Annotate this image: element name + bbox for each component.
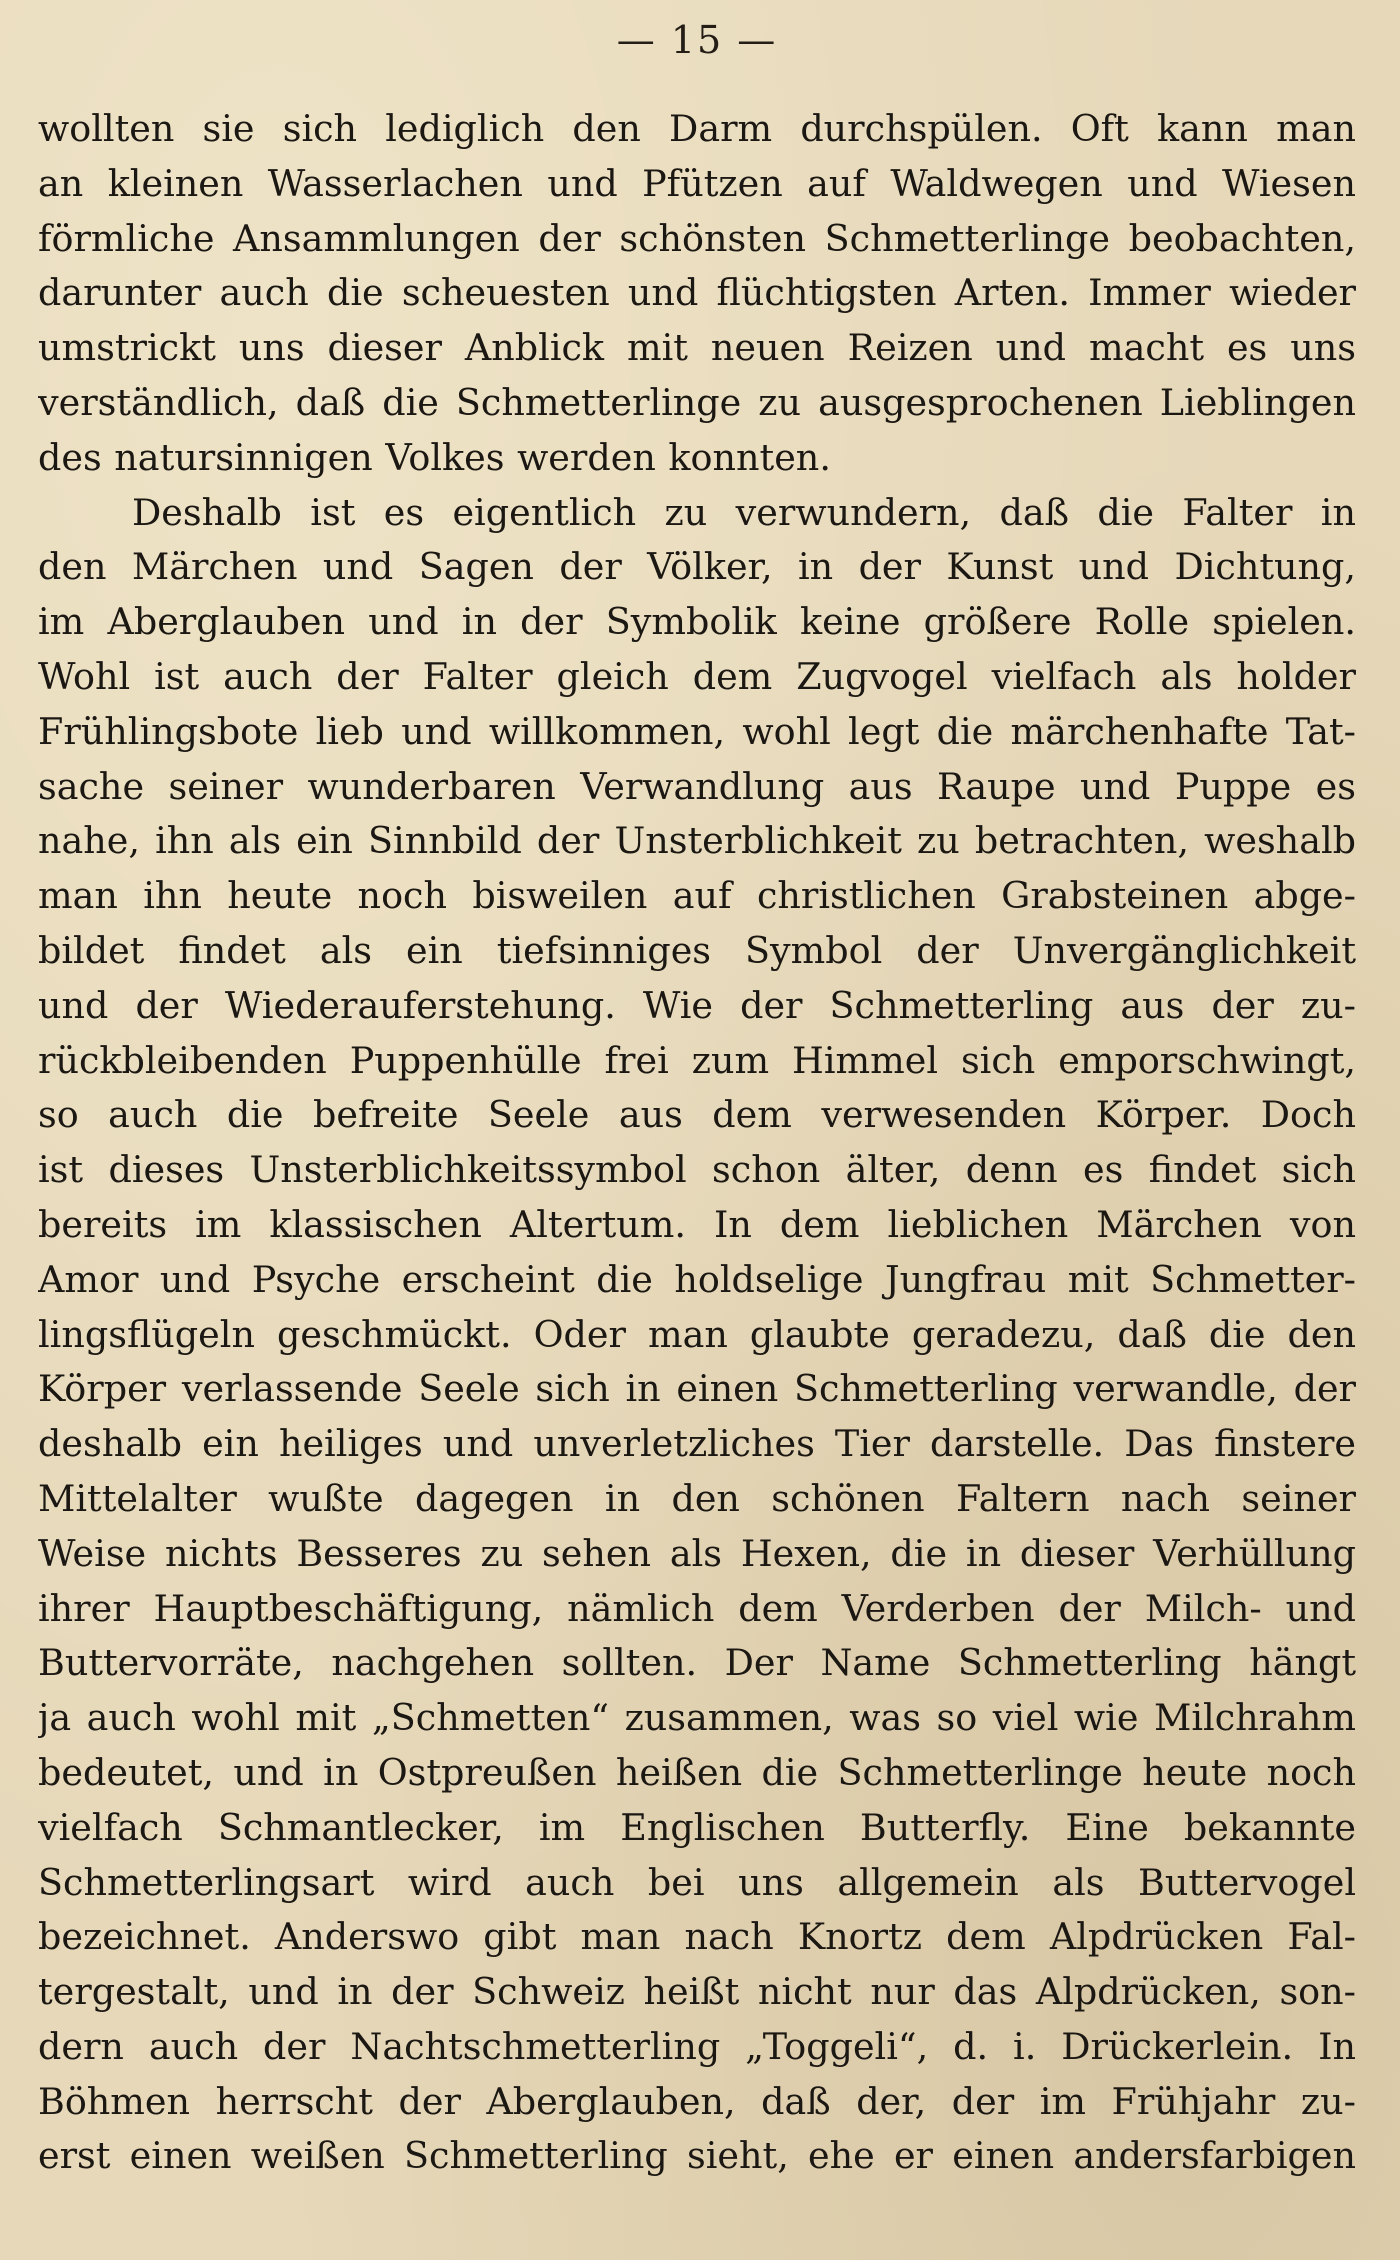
text-line: ja auch wohl mit „Schmetten“ zusammen, was so viel wie Milchrahm (38, 1696, 1356, 1740)
text-line: darunter auch die scheuesten und flüchtigsten Arten. Immer wieder (38, 271, 1356, 315)
text-line: Weise nichts Besseres zu sehen als Hexen, die in dieser Verhüllung (38, 1531, 1356, 1575)
text-line: an kleinen Wasserlachen und Pfützen auf Waldwegen und Wiesen (38, 161, 1356, 205)
text-line: nahe, ihn als ein Sinnbild der Unsterblichkeit zu betrachten, weshalb (38, 819, 1356, 863)
text-line: Böhmen herrscht der Aberglauben, daß der, der im Frühjahr zu- (38, 2079, 1356, 2123)
text-line: Frühlingsbote lieb und willkommen, wohl legt die märchenhafte Tat- (38, 709, 1356, 753)
body-text (38, 102, 1356, 2184)
text-line: rückbleibenden Puppenhülle frei zum Himmel sich emporschwingt, (38, 1038, 1356, 1082)
text-line: deshalb ein heiliges und unverletzliches Tier darstelle. Das finstere (38, 1422, 1356, 1466)
text-line: ist dieses Unsterblichkeitssymbol schon älter, denn es findet sich (38, 1148, 1356, 1192)
text-line: bereits im klassischen Altertum. In dem lieblichen Märchen von (38, 1202, 1356, 1246)
text-line: vielfach Schmantlecker, im Englischen Butterfly. Eine bekannte (38, 1805, 1356, 1849)
text-line: im Aberglauben und in der Symbolik keine größere Rolle spielen. (38, 600, 1356, 644)
text-line: ihrer Hauptbeschäftigung, nämlich dem Verderben der Milch- und (38, 1586, 1356, 1630)
text-line: den Märchen und Sagen der Völker, in der Kunst und Dichtung, (38, 545, 1356, 589)
text-line: Wohl ist auch der Falter gleich dem Zugvogel vielfach als holder (38, 654, 1356, 698)
text-line: bildet findet als ein tiefsinniges Symbol der Unvergänglichkeit (38, 928, 1356, 972)
text-line: Mittelalter wußte dagegen in den schönen Faltern nach seiner (38, 1476, 1356, 1520)
text-line: Schmetterlingsart wird auch bei uns allgemein als Buttervogel (38, 1860, 1356, 1904)
text-line: bedeutet, und in Ostpreußen heißen die Schmetterlinge heute noch (38, 1750, 1356, 1794)
text-line: verständlich, daß die Schmetterlinge zu ausgesprochenen Lieblingen (38, 380, 1356, 424)
text-line: lingsflügeln geschmückt. Oder man glaubte geradezu, daß die den (38, 1312, 1356, 1356)
text-line-paragraph-end: des natursinnigen Volkes werden konnten. (38, 435, 831, 479)
text-line: Amor und Psyche erscheint die holdselige Jungfrau mit Schmetter- (38, 1257, 1356, 1301)
text-line: und der Wiederauferstehung. Wie der Schmetterling aus der zu- (38, 983, 1356, 1027)
page-number: — 15 — (616, 18, 778, 62)
text-line: wollten sie sich lediglich den Darm durchspülen. Oft kann man (38, 107, 1356, 150)
text-line: so auch die befreite Seele aus dem verwesenden Körper. Doch (38, 1093, 1356, 1137)
book-page (38, 0, 1356, 2260)
text-line: sache seiner wunderbaren Verwandlung aus Raupe und Puppe es (38, 764, 1356, 808)
text-line: dern auch der Nachtschmetterling „Toggeli“, d. i. Drückerlein. In (38, 2024, 1356, 2068)
text-line: man ihn heute noch bisweilen auf christlichen Grabsteinen abge- (38, 874, 1356, 918)
text-line-paragraph-start: Deshalb ist es eigentlich zu verwundern, daß die Falter in (132, 490, 1356, 534)
text-line: erst einen weißen Schmetterling sieht, ehe er einen andersfarbigen (38, 2134, 1356, 2178)
text-line: Buttervorräte, nachgehen sollten. Der Name Schmetterling hängt (38, 1641, 1356, 1685)
text-line: tergestalt, und in der Schweiz heißt nicht nur das Alpdrücken, son- (38, 1970, 1356, 2014)
text-line: bezeichnet. Anderswo gibt man nach Knortz dem Alpdrücken Fal- (38, 1915, 1356, 1959)
text-line: Körper verlassende Seele sich in einen Schmetterling verwandle, der (38, 1367, 1356, 1411)
text-line: förmliche Ansammlungen der schönsten Schmetterlinge beobachten, (38, 216, 1356, 260)
text-line: umstrickt uns dieser Anblick mit neuen Reizen und macht es uns (38, 326, 1356, 370)
